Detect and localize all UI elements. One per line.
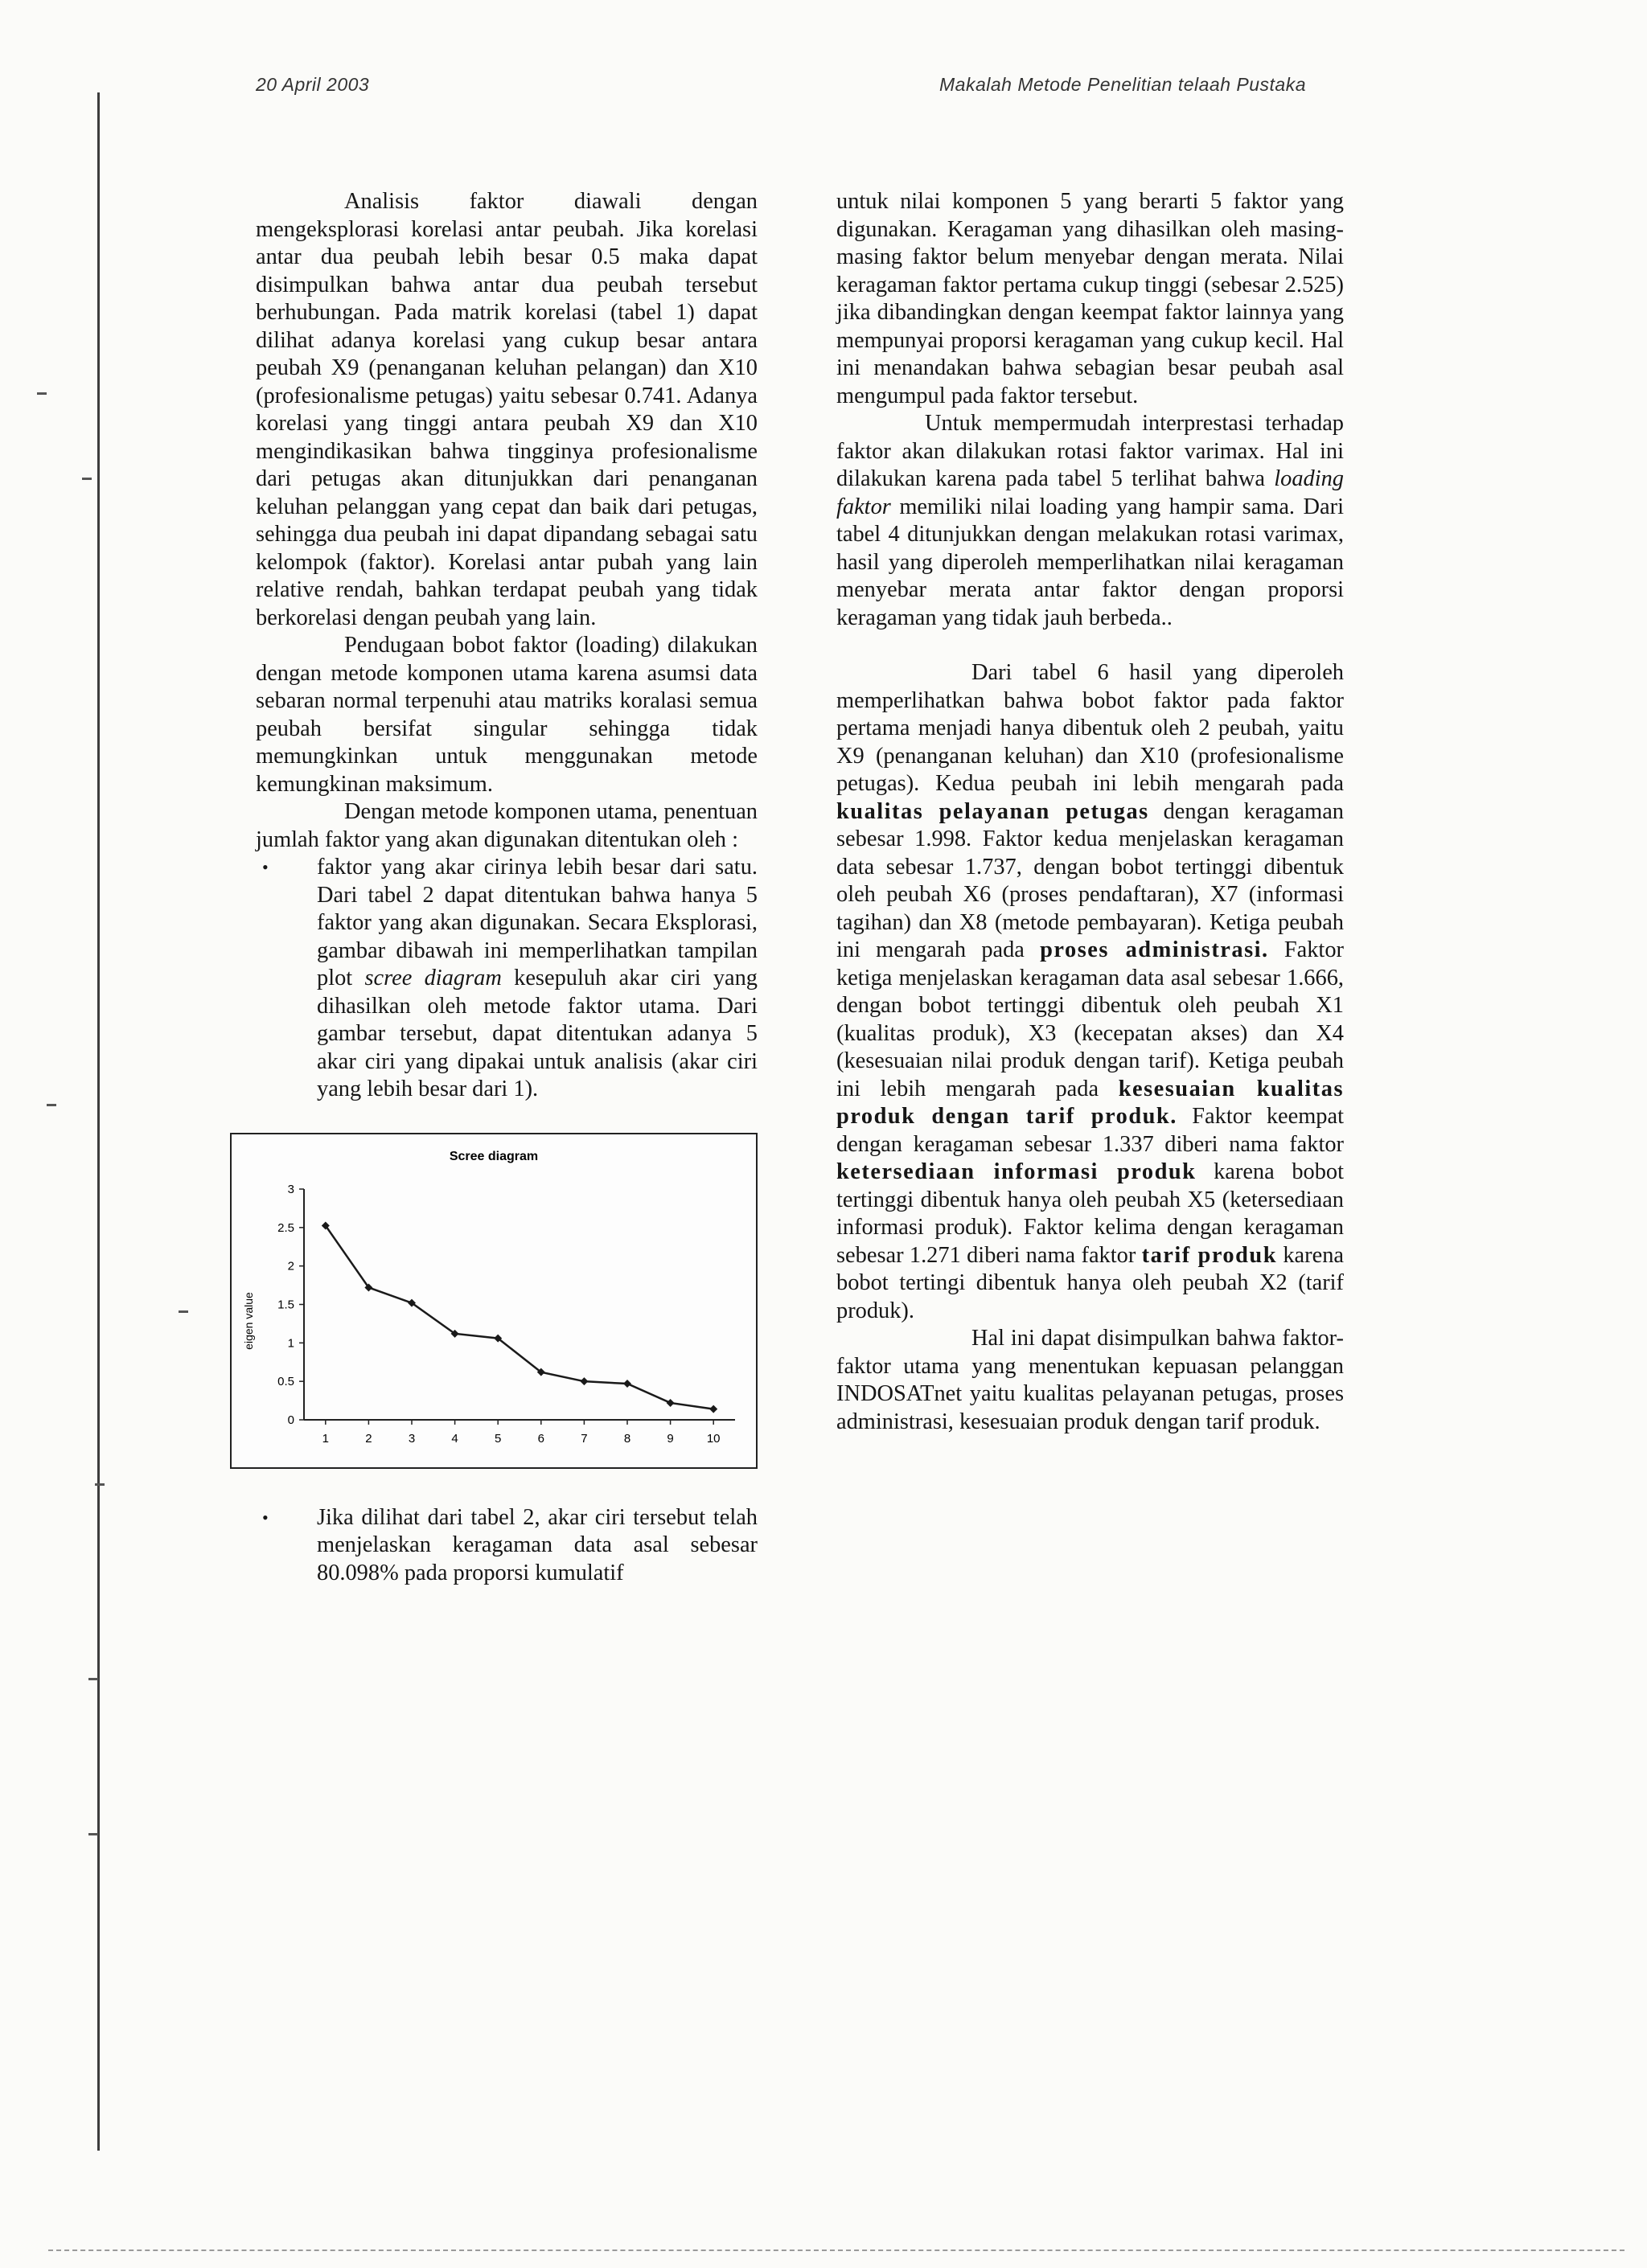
text-run: Untuk mempermudah interprestasi terhadap faktor akan dilakukan rotasi faktor varimax. Hal ini dilakukan karena pada tabel 5 terlihat bahwa (836, 411, 1344, 491)
x-tick-label: 10 (706, 1431, 721, 1446)
x-tick-label: 8 (623, 1431, 631, 1446)
factor-name: ketersediaan informasi produk (836, 1159, 1197, 1184)
data-point (623, 1380, 631, 1388)
bullet-item (256, 854, 758, 1104)
scan-mark (82, 478, 92, 480)
chart-marks (322, 1221, 717, 1413)
y-tick-label: 2 (287, 1259, 294, 1273)
y-tick-label: 0 (287, 1413, 294, 1427)
paragraph: Dengan metode komponen utama, penentuan jumlah faktor yang akan digunakan ditentukan oleh : (256, 799, 758, 852)
x-tick-label: 3 (408, 1431, 416, 1446)
bullet-text: Jika dilihat dari tabel 2, akar ciri tersebut telah menjelaskan keragaman data asal sebesar 80.098% pada proporsi kumulatif (317, 1504, 758, 1585)
x-tick-label: 6 (537, 1431, 544, 1446)
text-run-italic: loading faktor (836, 466, 1344, 519)
right-column (836, 188, 1344, 1436)
scan-mark (88, 1833, 98, 1835)
bullet-mark: • (262, 1507, 269, 1528)
text-run-italic: scree diagram (364, 966, 502, 990)
x-tick-label: 9 (667, 1431, 674, 1446)
scan-mark (95, 1483, 105, 1486)
factor-name: proses administrasi. (1040, 937, 1269, 962)
bullet-text (317, 854, 758, 1104)
chart-title: Scree diagram (449, 1149, 539, 1163)
scree-diagram-figure (230, 1133, 758, 1469)
paragraph: Analisis faktor diawali dengan mengeksplorasi korelasi antar peubah. Jika korelasi antar dua peubah lebih besar 0.5 maka dapat disimpulkan bahwa antar dua peubah tersebut berhubungan. Pada matrik korelasi (tabel 1) dapat dilihat adanya korelasi yang cukup besar antara peubah X9 (penanganan keluhan pelangan) dan X10 (profesionalisme petugas) yaitu sebesar 0.741. Adanya korelasi yang tinggi antara peubah X9 dan X10 mengindikasikan bahwa tingginya profesionalisme dari petugas akan ditunjukkan dari penanganan keluhan pelanggan yang cepat dan baik dari petugas, sehingga dua peubah ini dapat dipandang sebagai satu kelompok (faktor). Korelasi antar pubah yang lain relative rendah, bahkan terdapat peubah yang tidak berkorelasi dengan peubah yang lain. (256, 189, 758, 630)
text-run: Dari tabel 6 hasil yang diperoleh memperlihatkan bahwa bobot faktor pada faktor pertama menjadi hanya dibentuk oleh 2 peubah, yaitu X9 (penanganan keluhan) dan X10 (profesionalisme petugas). Kedua peubah ini lebih mengarah pada (836, 660, 1344, 796)
y-axis-label: eigen value (242, 1291, 255, 1350)
scan-edge-line (97, 92, 100, 2151)
paragraph (836, 659, 1344, 1325)
scan-mark (47, 1104, 56, 1106)
data-point (580, 1377, 588, 1385)
paragraph: Hal ini dapat disimpulkan bahwa faktor-faktor utama yang menentukan kepuasan pelanggan INDOSATnet yaitu kualitas pelayanan petugas, proses administrasi, kesesuaian produk dengan tarif produk. (836, 1326, 1344, 1434)
text-run: faktor yang akar cirinya lebih besar dari satu. Dari tabel 2 dapat ditentukan bahwa hanya 5 faktor yang akan digunakan. Secara Eksplorasi, gambar dibawah ini memperlihatkan tampilan plot (317, 855, 758, 990)
y-tick-label: 1.5 (277, 1298, 294, 1311)
paragraph (836, 410, 1344, 632)
x-tick-label: 4 (451, 1431, 458, 1446)
bullet-mark: • (262, 857, 269, 877)
scan-mark (88, 1678, 98, 1680)
text-run: karena bobot tertingi dibentuk hanya oleh peubah X2 (tarif produk). (836, 1242, 1344, 1323)
bullet-item (256, 1504, 758, 1588)
x-tick-label: 2 (365, 1431, 372, 1446)
data-point (709, 1405, 717, 1413)
factor-name: kesesuaian kualitas produk dengan tarif produk. (836, 1076, 1344, 1129)
scan-mark (37, 392, 47, 395)
y-tick-label: 2.5 (277, 1220, 294, 1235)
header-title: Makalah Metode Penelitian telaah Pustaka (939, 74, 1307, 95)
left-column (242, 188, 758, 1587)
text-run: kesepuluh akar ciri yang dihasilkan oleh metode faktor utama. Dari gambar tersebut, dapat ditentukan adanya 5 akar ciri yang dipakai untuk analisis (akar ciri yang lebih besar dari 1). (317, 966, 758, 1101)
text-run: Faktor keempat dengan keragaman sebesar 1.337 diberi nama faktor (836, 1104, 1344, 1157)
x-tick-label: 7 (581, 1431, 588, 1446)
scree-diagram-chart (232, 1134, 756, 1467)
y-tick-label: 1 (287, 1335, 294, 1350)
series-line (326, 1225, 713, 1409)
y-tick-label: 0.5 (277, 1374, 294, 1388)
text-run: karena bobot tertinggi dibentuk hanya oleh peubah X5 (ketersediaan informasi produk). Faktor kelima dengan keragaman sebesar 1.271 diberi nama faktor (836, 1159, 1345, 1268)
scan-mark (179, 1310, 188, 1313)
factor-name: kualitas pelayanan petugas (836, 798, 1149, 824)
paragraph: Pendugaan bobot faktor (loading) dilakukan dengan metode komponen utama karena asumsi data sebaran normal terpenuhi atau matriks koralasi semua peubah bersifat singular sehingga tidak memungkinkan untuk menggunakan metode kemungkinan maksimum. (256, 633, 758, 797)
x-tick-label: 1 (322, 1431, 329, 1446)
text-run: dengan keragaman sebesar 1.998. Faktor kedua menjelaskan keragaman data sebesar 1.737, dengan bobot tertinggi dibentuk oleh peubah X6 (proses pendaftaran), X7 (informasi tagihan) dan X8 (metode pembayaran). Ketiga peubah ini mengarah pada (836, 798, 1344, 962)
text-run: Faktor ketiga menjelaskan keragaman data asal sebesar 1.666, dengan bobot tertinggi dibentuk oleh peubah X1 (kualitas produk), X3 (kecepatan akses) dan X4 (kesesuaian nilai produk dengan tarif). Ketiga peubah ini lebih mengarah pada (836, 937, 1344, 1101)
bottom-rule (48, 2250, 1624, 2251)
data-point (667, 1398, 675, 1406)
x-tick-label: 5 (495, 1431, 502, 1446)
text-run: memiliki nilai loading yang hampir sama. Dari tabel 4 ditunjukkan dengan melakukan rotasi varimax, hasil yang diperoleh memperlihatkan nilai keragaman menyebar merata antar faktor dengan proporsi keragaman yang tidak jauh berbeda.. (836, 494, 1344, 630)
factor-name: tarif produk (1141, 1242, 1277, 1268)
y-tick-label: 3 (287, 1182, 294, 1196)
chart-axes (277, 1183, 735, 1446)
paragraph: untuk nilai komponen 5 yang berarti 5 faktor yang digunakan. Keragaman yang dihasilkan oleh masing-masing faktor belum menyebar dengan merata. Nilai keragaman faktor pertama cukup tinggi (sebesar 2.525) jika dibandingkan dengan keempat faktor lainnya yang mempunyai proporsi keragaman yang cukup kecil. Hal ini menandakan bahwa sebagian besar peubah asal mengumpul pada faktor tersebut. (836, 189, 1344, 408)
header-date: 20 April 2003 (256, 74, 370, 95)
